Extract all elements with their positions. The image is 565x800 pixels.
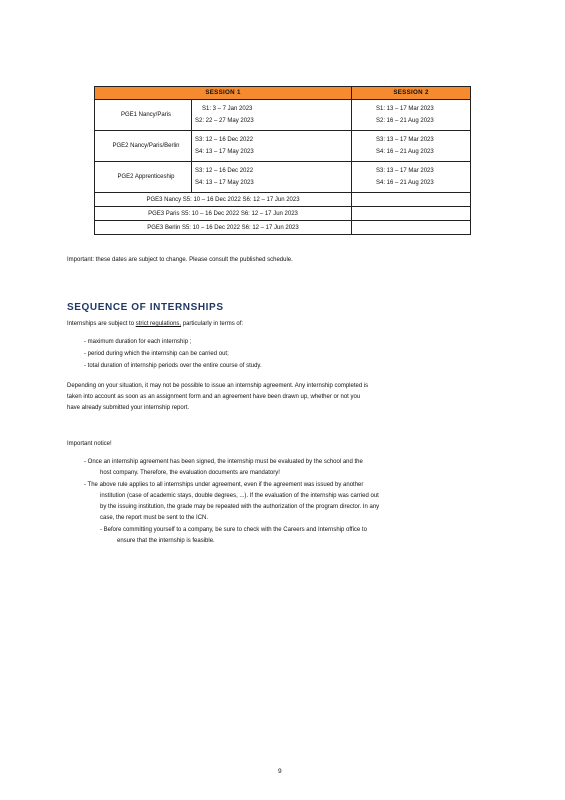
session-2-cell (352, 100, 471, 131)
notice-title: Important notice! (67, 441, 112, 447)
session-1-cell (192, 100, 352, 131)
session-date: S3: 12 – 16 Dec 2022 (195, 168, 254, 174)
paragraph-line: have already submitted your internship report. (67, 405, 190, 411)
empty-cell (352, 193, 471, 207)
session-schedule-table (94, 86, 471, 235)
notice-line: host company. Therefore, the evaluation documents are mandatory! (100, 470, 280, 476)
program-cell: PGE1 Nancy/Paris (95, 100, 192, 131)
session-date: S3: 12 – 16 Dec 2022 (195, 137, 254, 143)
notice-line: case, the report must be sent to the ICN. (100, 515, 209, 521)
notice-line: - The above rule applies to all internships under agreement, even if the agreement was issued by another (84, 482, 364, 488)
intro-text: Internships are subject to (67, 321, 135, 327)
session-date: S3: 13 – 17 Mar 2023 (376, 137, 434, 143)
regulations-link[interactable]: strict regulations, (135, 321, 182, 327)
schedule-important-note: Important: these dates are subject to change. Please consult the published schedule. (67, 257, 293, 263)
notice-line: by the issuing institution, the grade may be repeated with the authorization of the program director. In any (100, 504, 380, 510)
notice-line: - Once an internship agreement has been signed, the internship must be evaluated by the school and the (84, 459, 363, 465)
table-row (95, 131, 471, 162)
session-1-cell (192, 131, 352, 162)
session-date: S4: 13 – 17 May 2023 (195, 180, 254, 186)
intro-text: particularly in terms of: (182, 321, 244, 327)
notice-line: ensure that the internship is feasible. (117, 538, 215, 544)
session-date: S2: 22 – 27 May 2023 (195, 118, 254, 124)
paragraph-line: taken into account as soon as an assignment form and an agreement have been drawn up, whether or not you (67, 394, 361, 400)
program-cell: PGE2 Apprenticeship (95, 162, 192, 193)
pge3-cell: PGE3 Paris S5: 10 – 16 Dec 2022 S6: 12 – 17 Jun 2023 (95, 207, 352, 221)
session-2-header: SESSION 2 (352, 87, 471, 100)
session-date: S4: 13 – 17 May 2023 (195, 149, 254, 155)
session-date: S3: 13 – 17 Mar 2023 (376, 168, 434, 174)
pge3-cell: PGE3 Nancy S5: 10 – 16 Dec 2022 S6: 12 – 17 Jun 2023 (95, 193, 352, 207)
table-row (95, 221, 471, 235)
session-date: S2: 16 – 21 Aug 2023 (376, 118, 434, 124)
table-row (95, 100, 471, 131)
section-title: SEQUENCE OF INTERNSHIPS (67, 302, 224, 313)
session-date: S1: 3 – 7 Jan 2023 (202, 106, 253, 112)
session-2-cell (352, 162, 471, 193)
list-item: - total duration of internship periods over the entire course of study. (84, 363, 262, 369)
page-number: 9 (278, 768, 282, 775)
session-1-header: SESSION 1 (95, 87, 352, 100)
paragraph-line: Depending on your situation, it may not be possible to issue an internship agreement. Any internship completed is (67, 383, 369, 389)
session-date: S1: 13 – 17 Mar 2023 (376, 106, 434, 112)
intro-sentence (67, 320, 243, 328)
session-2-cell (352, 131, 471, 162)
program-cell: PGE2 Nancy/Paris/Berlin (95, 131, 192, 162)
session-1-cell (192, 162, 352, 193)
session-date: S4: 16 – 21 Aug 2023 (376, 180, 434, 186)
notice-line: institution (case of academic stays, double degrees, ...). If the evaluation of the internship was carried out (100, 493, 379, 499)
empty-cell (352, 221, 471, 235)
table-row (95, 162, 471, 193)
notice-line: - Before committing yourself to a company, be sure to check with the Careers and Internship office to (100, 527, 367, 533)
list-item: - maximum duration for each internship ; (84, 339, 192, 345)
session-date: S4: 16 – 21 Aug 2023 (376, 149, 434, 155)
table-header-row (95, 87, 471, 100)
pge3-cell: PGE3 Berlin S5: 10 – 16 Dec 2022 S6: 12 – 17 Jun 2023 (95, 221, 352, 235)
table-row (95, 207, 471, 221)
empty-cell (352, 207, 471, 221)
table-row (95, 193, 471, 207)
list-item: - period during which the internship can be carried out; (84, 351, 229, 357)
